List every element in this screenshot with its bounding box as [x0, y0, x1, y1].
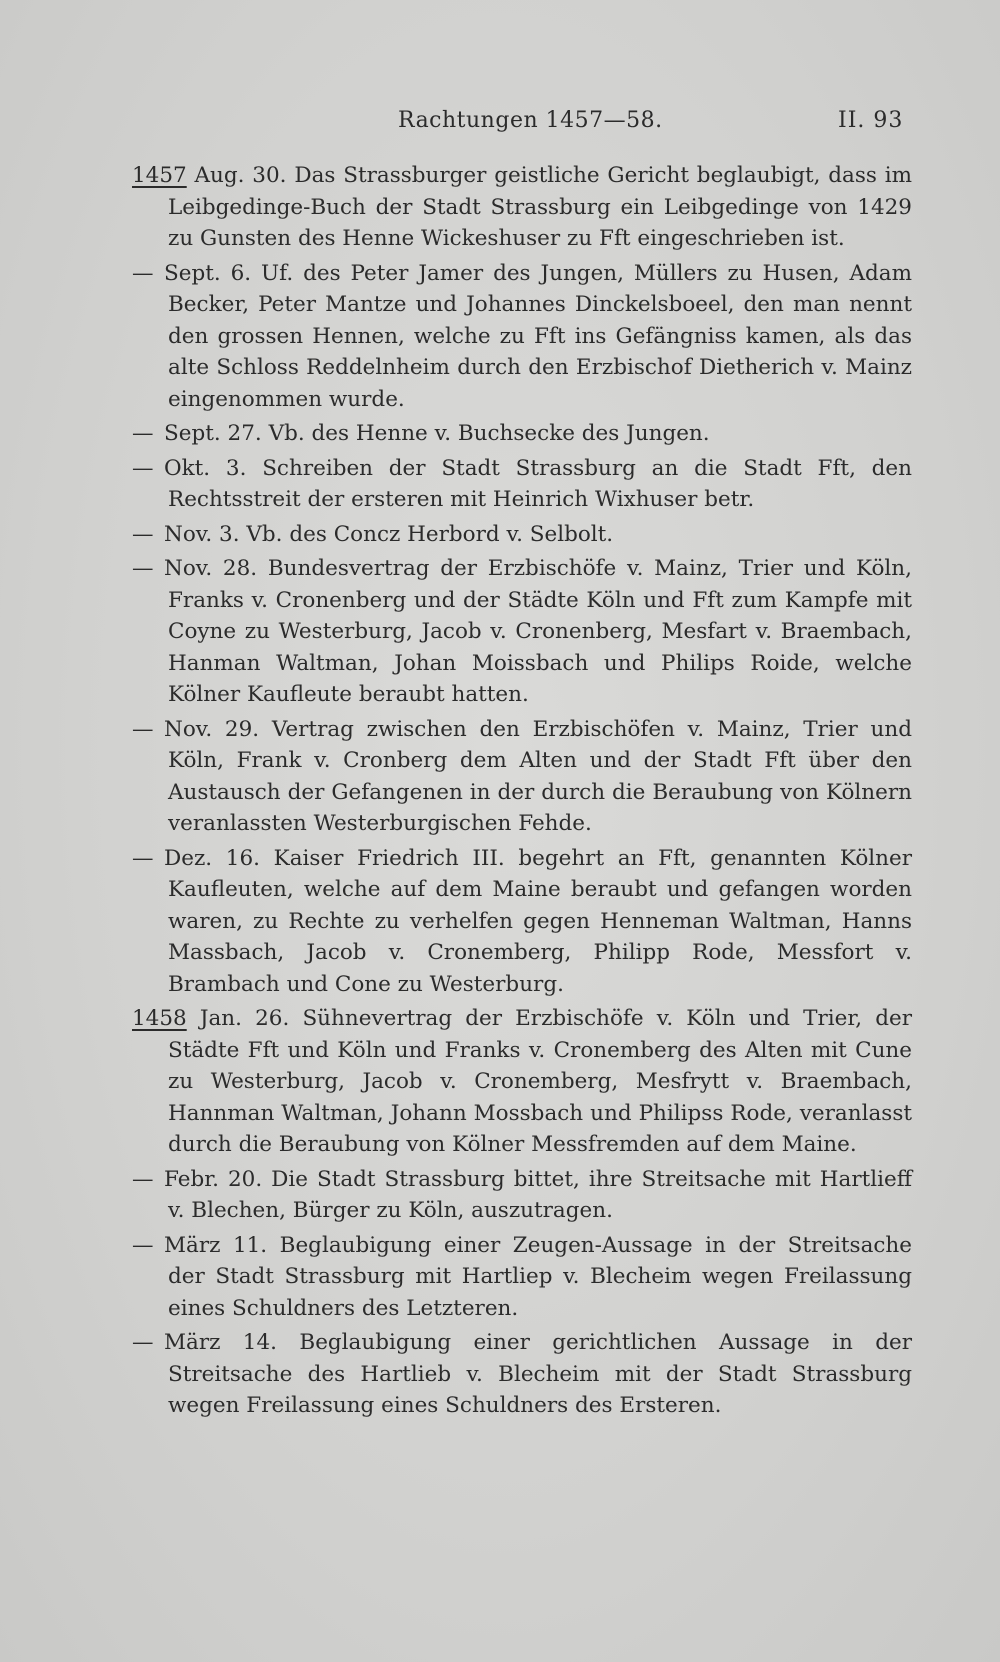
- entry-year: 1458: [132, 1006, 187, 1031]
- page-number: II. 93: [838, 108, 904, 133]
- entry-text: Bundesvertrag der Erzbischöfe v. Mainz, Trier und Köln, Franks v. Cronenberg und der Städte Köln und Fft zum Kampfe mit Coyne zu Westerburg, Jacob v. Cronenberg, Mesfart v. Braembach, Hanman Waltman, Johan Moissbach und Philips Roide, welche Kölner Kaufleute beraubt hatten.: [168, 556, 912, 707]
- entry-date: Jan. 26.: [199, 1006, 290, 1031]
- entry-date: Okt. 3.: [164, 455, 247, 481]
- entry-date: März 14.: [164, 1330, 278, 1355]
- entry-text: Vb. des Henne v. Buchsecke des Jungen.: [268, 421, 710, 446]
- entry-date: Aug. 30.: [194, 163, 287, 188]
- entry-text: Das Strassburger geistliche Gericht beglaubigt, dass im Leibgedinge-Buch der Stadt Strassburg ein Leibgedinge von 1429 zu Gunsten des Henne Wickeshuser zu Fft eingeschrieben ist.: [168, 163, 912, 251]
- entry-text: Schreiben der Stadt Strassburg an die Stadt Fft, den Rechtsstreit der ersteren mit Heinrich Wixhuser betr.: [168, 455, 913, 512]
- register-entry: [132, 1230, 912, 1325]
- entry-text: Beglaubigung einer gerichtlichen Aussage in der Streitsache des Hartlieb v. Blecheim mit der Stadt Strassburg wegen Freilassung eines Schuldners des Ersteren.: [168, 1330, 912, 1418]
- entry-dash: —: [132, 421, 154, 446]
- register-entry: [132, 453, 912, 516]
- entry-date: März 11.: [164, 1232, 268, 1258]
- register-entry: [132, 1003, 912, 1161]
- entry-dash: —: [132, 455, 154, 481]
- register-entry: [132, 258, 912, 416]
- entry-date: Sept. 27.: [164, 421, 262, 446]
- register-entry: [132, 418, 912, 450]
- running-header: [0, 108, 1000, 140]
- entry-dash: —: [132, 1232, 154, 1258]
- entry-dash: —: [132, 1330, 154, 1355]
- running-title: Rachtungen 1457—58.: [398, 108, 663, 133]
- entry-date: Sept. 6.: [164, 260, 252, 286]
- entry-date: Nov. 29.: [164, 716, 260, 742]
- entry-dash: —: [132, 260, 154, 286]
- register-entry: [132, 1327, 912, 1422]
- register-entry: [132, 160, 912, 255]
- entry-text: Uf. des Peter Jamer des Jungen, Müllers zu Husen, Adam Becker, Peter Mantze und Johannes Dinckelsboeel, den man nennt den grossen Hennen, welche zu Fft ins Gefängniss kamen, als das alte Schloss Reddelnheim durch den Erzbischof Dietherich v. Mainz eingenommen wurde.: [168, 260, 912, 412]
- entry-year: 1457: [132, 163, 187, 188]
- entry-dash: —: [132, 556, 154, 581]
- entry-date: Dez. 16.: [164, 845, 260, 871]
- register-entry: [132, 553, 912, 711]
- entry-date: Febr. 20.: [164, 1166, 263, 1192]
- register-entry: [132, 1164, 912, 1227]
- entry-text: Vertrag zwischen den Erzbischöfen v. Mainz, Trier und Köln, Frank v. Cronberg dem Alten und der Stadt Fft über den Austausch der Gefangenen in der durch die Beraubung von Kölnern veranlassten Westerburgischen Fehde.: [168, 716, 912, 836]
- register-entry: [132, 714, 912, 840]
- entry-text: Beglaubigung einer Zeugen-Aussage in der Streitsache der Stadt Strassburg mit Hartliep v. Blecheim wegen Freilassung eines Schuldners des Letzteren.: [168, 1232, 912, 1321]
- entry-dash: —: [132, 845, 154, 871]
- register-entry: [132, 519, 912, 551]
- entry-text: Vb. des Concz Herbord v. Selbolt.: [246, 521, 614, 547]
- entry-dash: —: [132, 521, 154, 547]
- entry-dash: —: [132, 716, 154, 742]
- entry-dash: —: [132, 1166, 154, 1192]
- register-entries: [132, 160, 912, 1425]
- entry-date: Nov. 28.: [164, 556, 258, 581]
- entry-text: Sühnevertrag der Erzbischöfe v. Köln und Trier, der Städte Fft und Köln und Franks v. Cronemberg des Alten mit Cune zu Westerburg, Jacob v. Cronemberg, Mesfrytt v. Braembach, Hannman Waltman, Johann Mossbach und Philipss Rode, veranlasst durch die Beraubung von Kölner Messfremden auf dem Maine.: [168, 1006, 913, 1157]
- entry-date: Nov. 3.: [164, 521, 240, 547]
- entry-text: Kaiser Friedrich III. begehrt an Fft, genannten Kölner Kaufleuten, welche auf dem Maine beraubt und gefangen worden waren, zu Rechte zu verhelfen gegen Henneman Waltman, Hanns Massbach, Jacob v. Cronemberg, Philipp Rode, Messfort v. Brambach und Cone zu Westerburg.: [168, 845, 912, 997]
- register-entry: [132, 843, 912, 1001]
- entry-text: Die Stadt Strassburg bittet, ihre Streitsache mit Hartlieff v. Blechen, Bürger zu Köln, auszutragen.: [168, 1166, 912, 1223]
